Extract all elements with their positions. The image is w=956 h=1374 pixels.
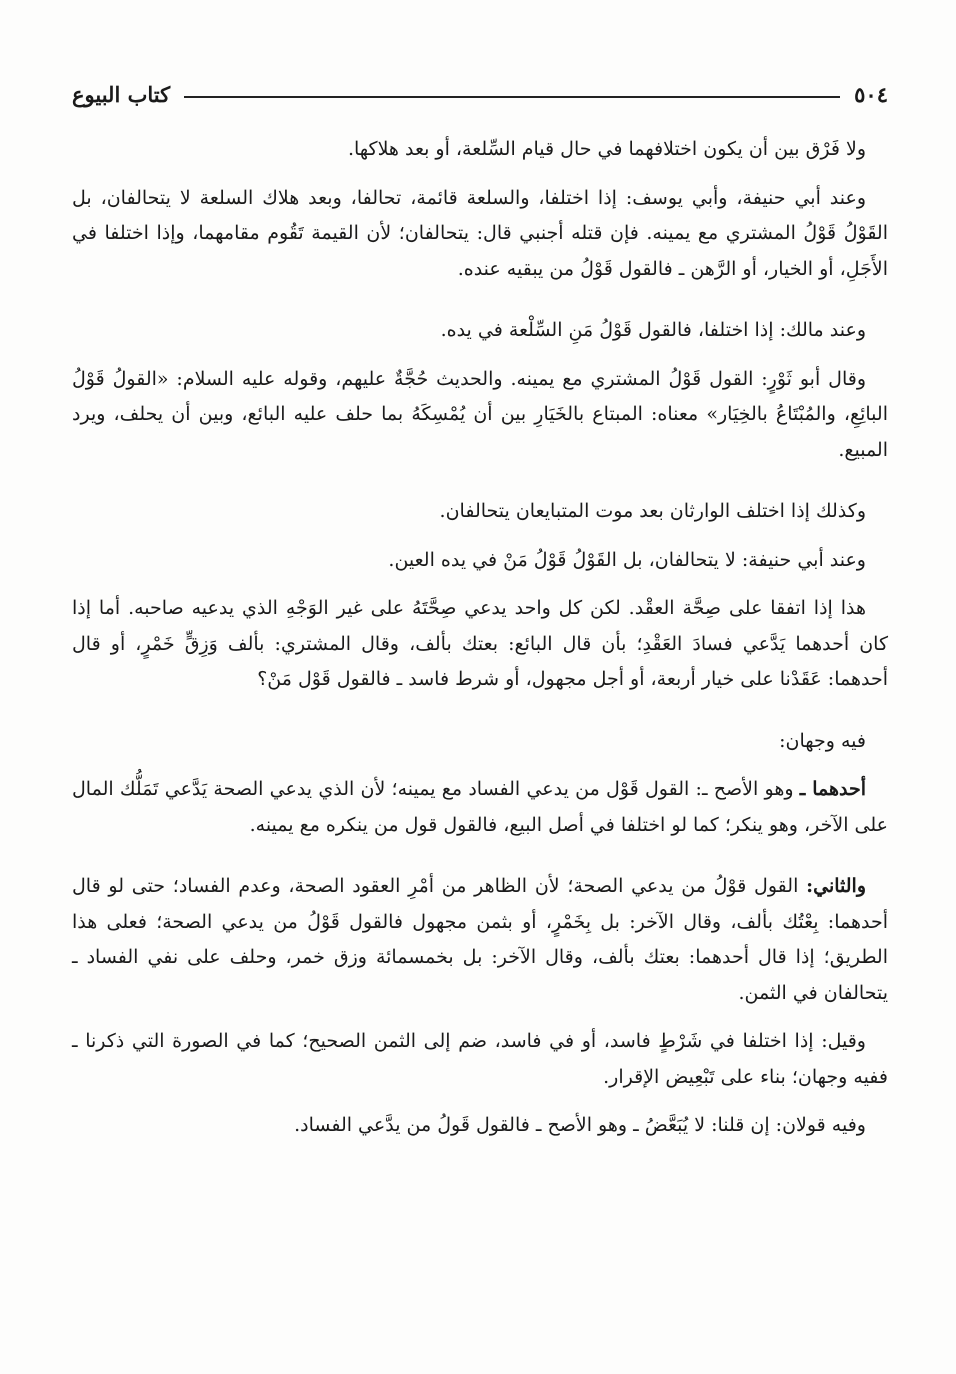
paragraph: وقال أبو ثَوْرٍ: القول قَوْلُ المشتري مع يمينه. والحديث حُجَّةٌ عليهم، وقوله عليه السلام: «القولُ قَوْلُ البائِعِ، والمُبْتَاعُ بالخِيَار» معناه: المبتاع بالخَيَارِ بين أن يُمْسِكَهُ بما حلف عليه البائع، وبين أن يحلف، ويرد المبيع. [72,367,888,461]
page-body [72,132,888,1144]
paragraph-lead: والثاني: [806,875,866,897]
paragraph: والثاني: القول قوْلُ من يدعي الصحة؛ لأن الظاهر من أمْرِ العقود الصحة، وعدم الفساد؛ حتى لو قال أحدهما: بِعْتُك بألف، وقال الآخر: بل بِخَمْرٍ، أو بثمن مجهول فالقول قَوْلُ من يدعي الصحة؛ فعلى هذا الطريق؛ إذا قال أحدهما: بعتك بألف، وقال الآخر: بل بخمسمائة وزق خمر، وحلف على نفي الفساد ـ يتحالفان في الثمن. [72,875,888,1004]
paragraph: هذا إذا اتفقا على صِحَّة العقْد. لكن كل واحد يدعي صِحَّتَهُ على غير الوَجْهِ الذي يدعيه صاحبه. أما إذا كان أحدهما يَدَّعي فسادَ العَقْدِ؛ بأن قال البائع: بعتك بألف، وقال المشتري: بألف وَزِقٍّ خَمْرٍ، أو قال أحدهما: عَقَدْنا على خيار أربعة، أو أجل مجهول، أو شرط فاسد ـ فالقول قَوْل مَنْ؟ [72,597,888,690]
paragraph: ولا فَرْق بين أن يكون اختلافهما في حال قيام السِّلعة، أو بعد هلاكها. [347,138,866,160]
paragraph: أحدهما ـ وهو الأصح ـ: القول قَوْل من يدعي الفساد مع يمينه؛ لأن الذي يدعي الصحة يَدَّعي تَمَلُّك المال على الآخر، وهو ينكر؛ كما لو اختلفا في أصل البيع، فالقول قول من ينكره مع يمينه. [72,778,888,836]
paragraph: وعند أبي حنيفة: لا يتحالفان، بل القَوْلُ قَوْلُ مَنْ في يده العين. [388,548,866,571]
paragraph: وفيه قولان: إن قلنا: لا يُبَعَّضُ ـ وهو الأصح ـ فالقول قَولُ من يدَّعي الفساد. [294,1114,866,1136]
header-rule [184,96,840,98]
page-number: ٥٠٤ [854,81,888,107]
page-header [72,74,888,114]
paragraph: وكذلك إذا اختلف الوارثان بعد موت المتبايعان يتحالفان. [439,500,866,522]
book-title: كتاب البيوع [72,81,171,107]
paragraph: وقيل: إذا اختلفا في شَرْطٍ فاسد، أو في فاسد، ضم إلى الثمن الصحيح؛ كما في الصورة التي ذكرنا ـ ففيه وجهان؛ بناء على تَبْعِيض الإقرار. [72,1030,888,1088]
paragraph-lead: أحدهما ـ [799,778,866,800]
paragraph: فيه وجهان: [779,729,866,752]
book-page [72,74,888,1157]
paragraph: وعند مالك: إذا اختلفا، فالقول قَوْلُ مَنِ السِّلْعة في يده. [440,319,866,341]
paragraph: وعند أبي حنيفة، وأبي يوسف: إذا اختلفا، والسلعة قائمة، تحالفا، وبعد هلاك السلعة لا يتحالفان، بل القَوْلُ قَوْلُ المشتري مع يمينه. فإن قتله أجنبي قال: يتحالفان؛ لأن القيمة تَقُوم مقامهما، وإذا اختلفا في الأَجَلِ، أو الخيار، أو الرَّهن ـ فالقول قَوْلُ من يبقيه عنده. [72,186,888,280]
